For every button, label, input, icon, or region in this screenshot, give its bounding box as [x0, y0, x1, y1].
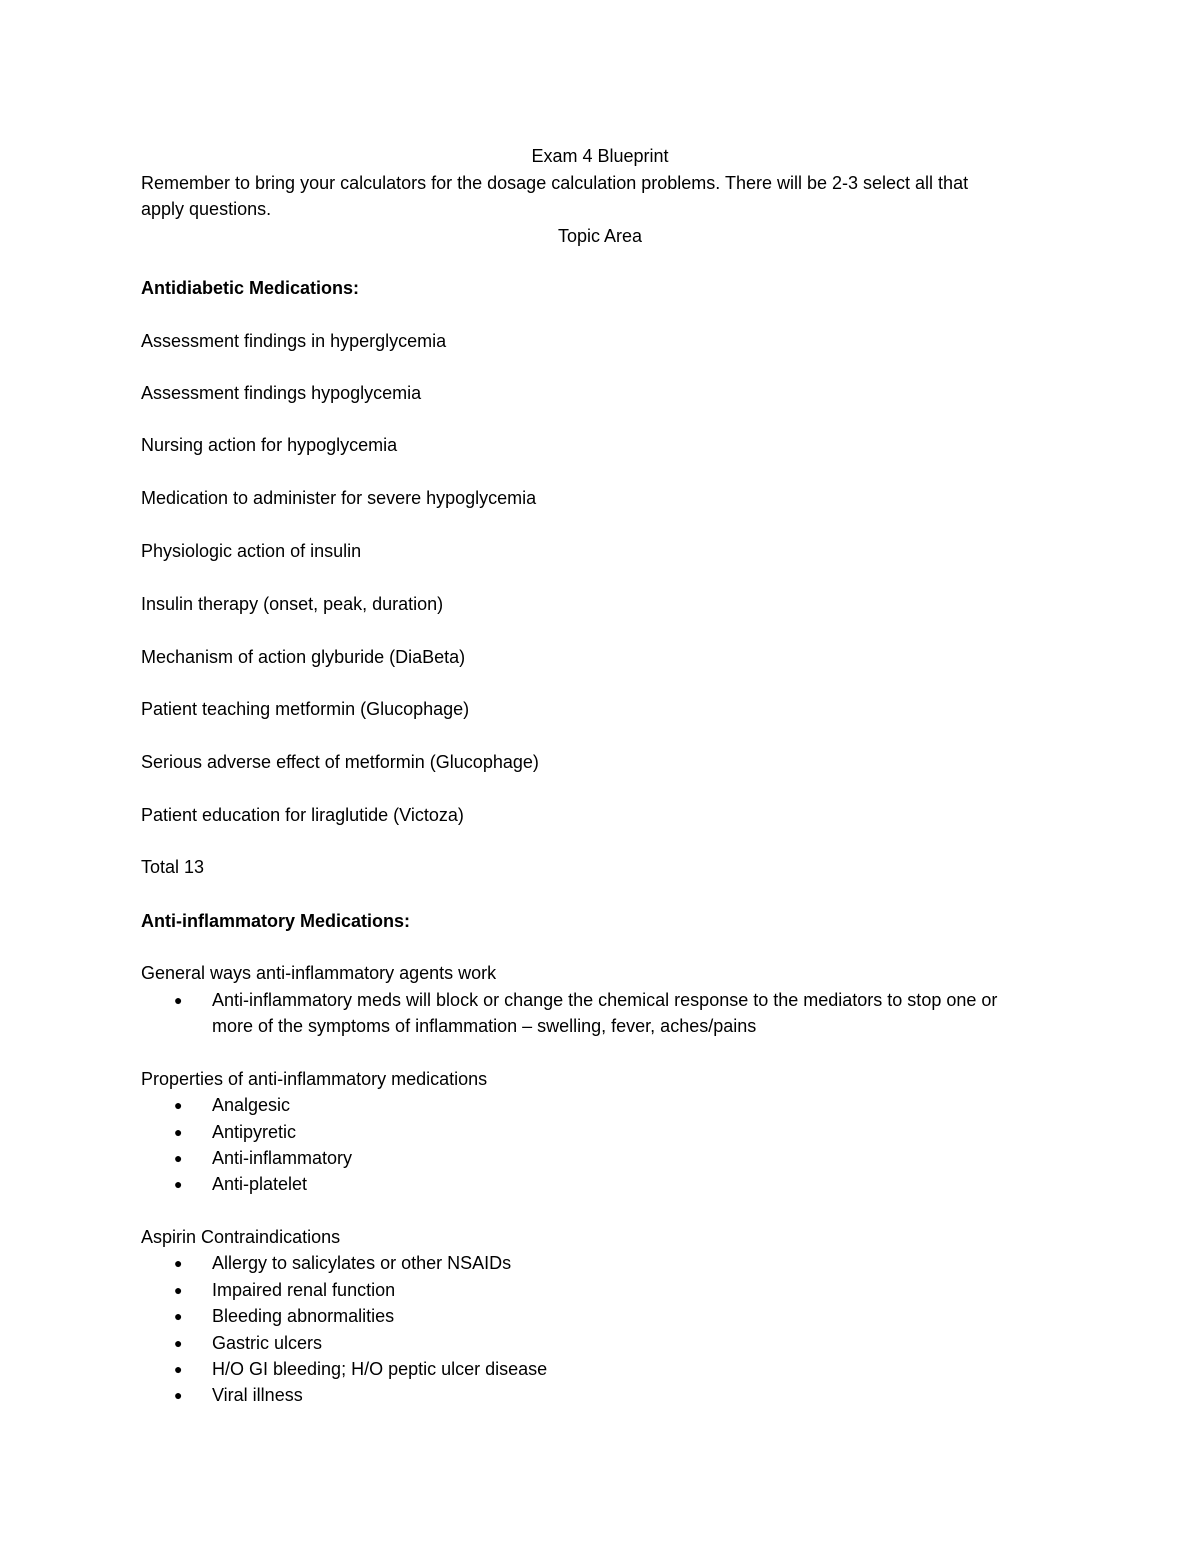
- bullet-text: Antipyretic: [212, 1122, 297, 1142]
- list-item: Physiologic action of insulin: [141, 541, 362, 561]
- bullet-icon: ●: [174, 1361, 183, 1377]
- bullet-text: H/O GI bleeding; H/O peptic ulcer disease: [212, 1359, 548, 1379]
- bullet-icon: ●: [174, 1308, 183, 1324]
- intro-text-line-1: Remember to bring your calculators for the dosage calculation problems. There will be 2-3 select all that: [141, 173, 969, 193]
- list-item: Serious adverse effect of metformin (Glucophage): [141, 752, 539, 772]
- list-item: Patient teaching metformin (Glucophage): [141, 699, 470, 719]
- bullet-icon: ●: [174, 1255, 183, 1271]
- bullet-text: Analgesic: [212, 1095, 291, 1115]
- bullet-text: Anti-inflammatory meds will block or change the chemical response to the mediators to stop one or more of the symptoms of inflammation – swelling, fever, aches/pains: [212, 990, 998, 1036]
- list-item: Nursing action for hypoglycemia: [141, 435, 398, 455]
- bullet-text: Bleeding abnormalities: [212, 1306, 395, 1326]
- anti-inflammatory-heading: Anti-inflammatory Medications:: [141, 911, 411, 931]
- bullet-icon: ●: [174, 992, 183, 1008]
- bullet-text: Anti-inflammatory: [212, 1148, 353, 1168]
- list-item: Mechanism of action glyburide (DiaBeta): [141, 647, 466, 667]
- bullet-icon: ●: [174, 1124, 183, 1140]
- general-ways-title: General ways anti-inflammatory agents work: [141, 963, 497, 983]
- list-item: Medication to administer for severe hypoglycemia: [141, 488, 537, 508]
- bullet-text: Viral illness: [212, 1385, 303, 1405]
- bullet-text: Gastric ulcers: [212, 1333, 323, 1353]
- list-item: Insulin therapy (onset, peak, duration): [141, 594, 444, 614]
- aspirin-contraindications-title: Aspirin Contraindications: [141, 1227, 341, 1247]
- bullet-icon: ●: [174, 1387, 183, 1403]
- list-item: Assessment findings hypoglycemia: [141, 383, 422, 403]
- bullet-text: Impaired renal function: [212, 1280, 396, 1300]
- intro-text-line-2: apply questions.: [141, 199, 272, 219]
- bullet-icon: ●: [174, 1150, 183, 1166]
- bullet-text: Allergy to salicylates or other NSAIDs: [212, 1253, 512, 1273]
- list-item: Assessment findings in hyperglycemia: [141, 331, 447, 351]
- bullet-text: Anti-platelet: [212, 1174, 308, 1194]
- bullet-icon: ●: [174, 1282, 183, 1298]
- list-item: Patient education for liraglutide (Victoza): [141, 805, 464, 825]
- bullet-icon: ●: [174, 1097, 183, 1113]
- properties-title: Properties of anti-inflammatory medications: [141, 1069, 488, 1089]
- antidiabetic-total: Total 13: [141, 857, 205, 877]
- document-title: Exam 4 Blueprint: [531, 146, 669, 166]
- antidiabetic-heading: Antidiabetic Medications:: [141, 278, 360, 298]
- bullet-icon: ●: [174, 1176, 183, 1192]
- bullet-icon: ●: [174, 1335, 183, 1351]
- topic-area-label: Topic Area: [557, 226, 643, 246]
